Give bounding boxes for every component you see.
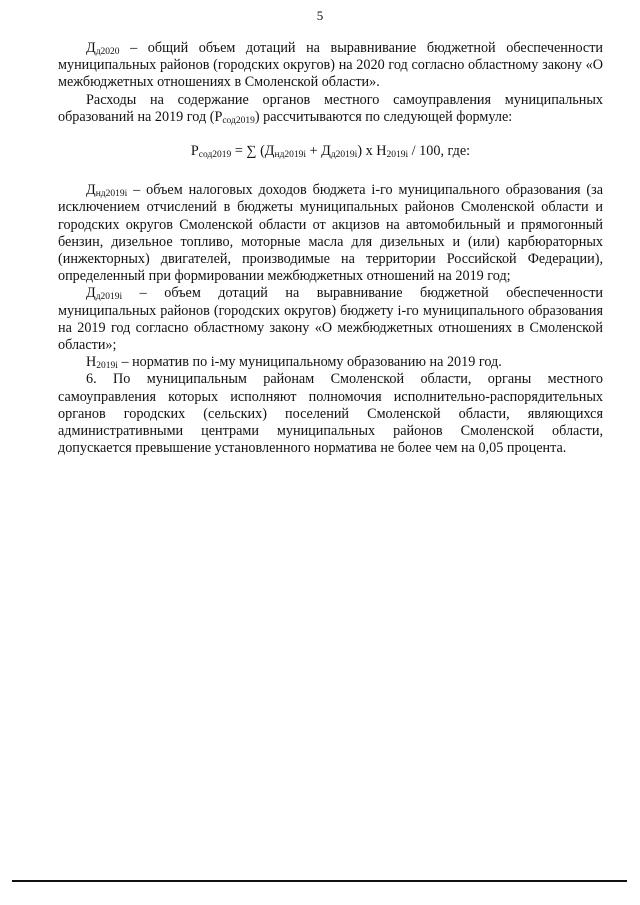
paragraph-item-6: 6. По муниципальным районам Смоленской области, органы местного самоуправления которых исполняют полномочия исполнительно-распорядительных органов городских (сельских) поселений Смоленской области, являющихся административными центрами муниципальных районов Смоленской области, допускается превышение установленного норматива не более чем на 0,05 процента. [58,371,603,457]
paragraph-dotation-2020: $Д_{д2020}$ – общий объем дотаций на выравнивание бюджетной обеспеченности муниципальных районов (городских округов) на 2020 год согласно областному закону «О межбюджетных отношениях в Смоленской области». [58,40,603,91]
formula: $Р_{сод2019}$ = ∑ $(Д_{нд2019i} + Д_{д2019i})$ х $Н_{2019i} / 100$, где: [190,143,471,161]
page-number: 5 [316,8,324,23]
paragraph-expenses-intro: Расходы на содержание органов местного самоуправления муниципальных образований на 2019 год $(Р_{сод2019})$ рассчитываются по следующей формуле: [58,91,603,126]
paragraph-norm-definition: $Н_{2019i}$ – норматив по i-му муниципальному образованию на 2019 год. [86,354,502,372]
paragraph-tax-revenue-definition: $Д_{нд2019i}$ – объем налоговых доходов бюджета i-го муниципального образования (за исключением отчислений в бюджеты муниципальных районов Смоленской области и городских округов Смоленской области от акцизов на автомобильный и прямогонный бензин, дизельное топливо, моторные масла для дизельных и (или) карбюраторных (инжекторных) двигателей, производимые на территории Российской Федерации), определенный при формировании межбюджетных отношений на 2019 год; [58,182,603,285]
bottom-rule [12,880,627,882]
paragraph-dotation-definition: $Д_{д2019i}$ – объем дотаций на выравнивание бюджетной обеспеченности муниципальных районов (городских округов) бюджету i-го муниципального образования на 2019 год согласно областному закону «О межбюджетных отношениях в Смоленской области»; [58,285,603,354]
document-body [58,40,603,457]
